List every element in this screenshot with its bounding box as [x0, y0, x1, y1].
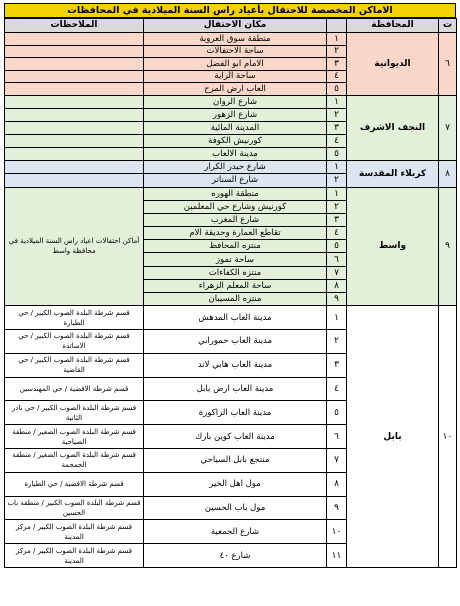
- row-note: قسم شرطة البلدة الصوب الكبير / حي القاضية: [5, 353, 144, 377]
- place-number: ٧: [327, 266, 347, 279]
- place-number: ٦: [327, 253, 347, 266]
- place-number: ٤: [327, 134, 347, 147]
- row-note: [5, 95, 144, 108]
- header-notes: الملاحظات: [5, 19, 144, 33]
- header-seq: ت: [439, 19, 457, 33]
- header-province: المحافظة: [347, 19, 439, 33]
- place-name: العاب ارض المرح: [144, 83, 327, 96]
- place-name: شارع الزهور: [144, 108, 327, 121]
- row-note: قسم شرطة البلدة الصوب الكبير / حي الاساتذة: [5, 329, 144, 353]
- place-name: الامام ابو الفضل: [144, 58, 327, 71]
- row-note: قسم شرطة البلدة الصوب الصغير / منطقة الصياحية: [5, 425, 144, 449]
- place-name: شارع الروان: [144, 95, 327, 108]
- place-number: ٣: [327, 121, 347, 134]
- place-name: المدينة المائية: [144, 121, 327, 134]
- place-name: منتزه المحافظ: [144, 240, 327, 253]
- place-number: ٤: [327, 227, 347, 240]
- place-number: ١: [327, 95, 347, 108]
- row-note: قسم شرطة البلدة الصوب الصغير / منطقة الجمجمة: [5, 448, 144, 472]
- place-number: ١: [327, 160, 347, 174]
- row-note: قسم شرطة البلدة الصوب الكبير / حي الطيارة: [5, 306, 144, 330]
- row-note: قسم شرطة الاقضية / حي الطيارة: [5, 472, 144, 496]
- place-number: ٢: [327, 200, 347, 213]
- place-name: منتجع بابل السياحي: [144, 448, 327, 472]
- place-number: ٢: [327, 108, 347, 121]
- row-note: [5, 83, 144, 96]
- place-number: ٢: [327, 174, 347, 188]
- place-name: مدينة العاب هابي لاند: [144, 353, 327, 377]
- place-number: ٢: [327, 45, 347, 58]
- celebration-places-table: [4, 18, 457, 568]
- table-row: [5, 160, 457, 174]
- place-number: ١١: [327, 544, 347, 568]
- place-name: شارع السناتر: [144, 174, 327, 188]
- place-number: ٢: [327, 329, 347, 353]
- group-seq: ٩: [439, 187, 457, 306]
- header-row: [5, 19, 457, 33]
- row-note: قسم شرطة الاقضية / حي المهندسين: [5, 377, 144, 401]
- place-name: تقاطع العمارة وحديقة الام: [144, 227, 327, 240]
- place-name: شارع ٤٠: [144, 544, 327, 568]
- row-note: [5, 147, 144, 160]
- place-number: ١: [327, 187, 347, 200]
- province-name: كربلاء المقدسة: [347, 160, 439, 187]
- row-note: [5, 160, 144, 174]
- place-number: ٨: [327, 279, 347, 292]
- province-name: الديوانية: [347, 33, 439, 96]
- table-row: [5, 95, 457, 108]
- place-number: ٩: [327, 293, 347, 306]
- group-seq: ١٠: [439, 306, 457, 568]
- place-number: ١٠: [327, 520, 347, 544]
- place-name: ساحة تموز: [144, 253, 327, 266]
- place-name: منطقة سوق العروبة: [144, 33, 327, 46]
- place-number: ٣: [327, 353, 347, 377]
- province-name: النجف الاشرف: [347, 95, 439, 160]
- place-number: ٨: [327, 472, 347, 496]
- place-number: ٥: [327, 401, 347, 425]
- place-name: مدينة العاب ارض بابل: [144, 377, 327, 401]
- place-name: كورنيش الكوفة: [144, 134, 327, 147]
- group-seq: ٧: [439, 95, 457, 160]
- place-number: ٣: [327, 213, 347, 226]
- group-seq: ٨: [439, 160, 457, 187]
- document-title: الاماكن المخصصة للاحتفال بأعياد راس السنة الميلادية في المحافظات: [4, 3, 456, 18]
- row-note: [5, 134, 144, 147]
- place-name: مول باب الحسين: [144, 496, 327, 520]
- table-row: [5, 187, 457, 200]
- place-number: ٤: [327, 377, 347, 401]
- place-number: ٧: [327, 448, 347, 472]
- place-number: ٥: [327, 147, 347, 160]
- place-name: ساحة الراية: [144, 70, 327, 83]
- row-note: [5, 33, 144, 46]
- place-name: منتزه المسيبان: [144, 293, 327, 306]
- place-name: مدينة العاب حمورابي: [144, 329, 327, 353]
- group-seq: ٦: [439, 33, 457, 96]
- place-name: شارع الجمعية: [144, 520, 327, 544]
- place-name: مدينة العاب كوين بارك: [144, 425, 327, 449]
- place-name: مدينة الالعاب: [144, 147, 327, 160]
- province-name: بابل: [347, 306, 439, 568]
- row-note: قسم شرطة البلدة الصوب الكبير / مركز المدينة: [5, 520, 144, 544]
- place-name: ساحة المعلم الزهراء: [144, 279, 327, 292]
- header-place: مكان الاحتفال: [144, 19, 327, 33]
- row-note: [5, 45, 144, 58]
- place-name: شارع المغرب: [144, 213, 327, 226]
- place-number: ٩: [327, 496, 347, 520]
- place-name: مدينة العاب الزاكورة: [144, 401, 327, 425]
- row-note: قسم شرطة البلدة الصوب الكبير / حي نادر الثانية: [5, 401, 144, 425]
- place-number: ١: [327, 33, 347, 46]
- province-name: واسط: [347, 187, 439, 306]
- group-note: أماكن احتفالات اعياد راس السنة الميلادية في محافظة واسط: [5, 187, 144, 306]
- place-number: ٥: [327, 240, 347, 253]
- place-name: شارع حيدر الكرار: [144, 160, 327, 174]
- place-number: ١: [327, 306, 347, 330]
- table-row: [5, 33, 457, 46]
- table-body: [5, 33, 457, 568]
- header-number: [327, 19, 347, 33]
- place-name: مدينة العاب المدهش: [144, 306, 327, 330]
- place-number: ٣: [327, 58, 347, 71]
- place-name: ساحة الاحتفالات: [144, 45, 327, 58]
- place-name: منطقة الهوره: [144, 187, 327, 200]
- row-note: [5, 70, 144, 83]
- row-note: قسم شرطة البلدة الصوب الكبير / مركز المدينة: [5, 544, 144, 568]
- place-number: ٤: [327, 70, 347, 83]
- row-note: [5, 58, 144, 71]
- place-name: مول اهل الخير: [144, 472, 327, 496]
- row-note: [5, 121, 144, 134]
- place-number: ٦: [327, 425, 347, 449]
- row-note: [5, 108, 144, 121]
- row-note: [5, 174, 144, 188]
- place-number: ٥: [327, 83, 347, 96]
- row-note: قسم شرطة البلدة الصوب الكبير / منطقة باب الحسين: [5, 496, 144, 520]
- table-row: [5, 306, 457, 330]
- place-name: كورنيش وشارع حي المعلمين: [144, 200, 327, 213]
- place-name: منتزه الكفاءات: [144, 266, 327, 279]
